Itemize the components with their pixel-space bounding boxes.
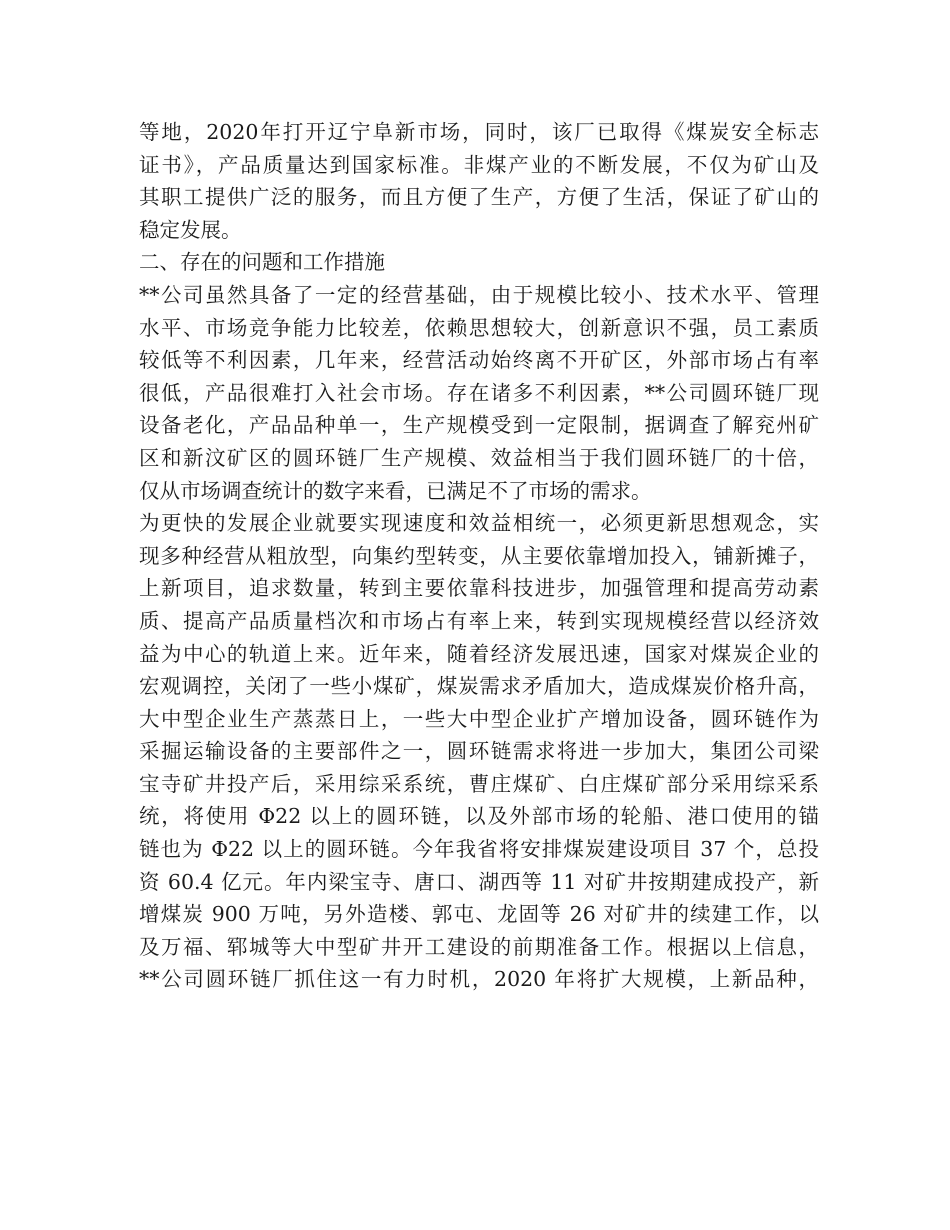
text-line: 等地，2020年打开辽宁阜新市场，同时，该厂已取得《煤炭安全标志: [139, 120, 819, 144]
text-line: 稳定发展。: [139, 217, 242, 242]
text-line: 设备老化，产品品种单一，生产规模受到一定限制，据调查了解兖州矿: [139, 413, 819, 438]
text-line: 上新项目，追求数量，转到主要依靠科技进步，加强管理和提高劳动素: [139, 576, 819, 601]
text-line: 很低，产品很难打入社会市场。存在诸多不利因素，**公司圆环链厂现: [139, 380, 819, 405]
text-line: 宝寺矿井投产后，采用综采系统，曹庄煤矿、白庄煤矿部分采用综采系: [139, 771, 819, 796]
text-line: 益为中心的轨道上来。近年来，随着经济发展迅速，国家对煤炭企业的: [139, 641, 819, 666]
text-line: 采掘运输设备的主要部件之一，圆环链需求将进一步加大，集团公司梁: [139, 739, 819, 764]
text-line: 质、提高产品质量档次和市场占有率上来，转到实现规模经营以经济效: [139, 608, 819, 633]
text-line: 资 60.4 亿元。年内梁宝寺、唐口、湖西等 11 对矿井按期建成投产，新: [139, 869, 819, 894]
text-line: 及万福、郓城等大中型矿井开工建设的前期准备工作。根据以上信息，: [139, 934, 819, 959]
text-line: **公司圆环链厂抓住这一有力时机，2020 年将扩大规模，上新品种，: [139, 967, 819, 992]
text-line: 宏观调控，关闭了一些小煤矿，煤炭需求矛盾加大，造成煤炭价格升高，: [139, 674, 819, 699]
text-line: 增煤炭 900 万吨，另外造楼、郭屯、龙固等 26 对矿井的续建工作，以: [139, 902, 819, 927]
text-line: 统，将使用 Φ22 以上的圆环链，以及外部市场的轮船、港口使用的锚: [139, 804, 819, 829]
text-line: 水平、市场竞争能力比较差，依赖思想较大，创新意识不强，员工素质: [139, 315, 819, 340]
text-line: 为更快的发展企业就要实现速度和效益相统一，必须更新思想观念，实: [139, 511, 819, 536]
text-line: 现多种经营从粗放型，向集约型转变，从主要依靠增加投入，铺新摊子，: [139, 543, 819, 568]
body-text: [139, 116, 819, 996]
text-line: 仅从市场调查统计的数字来看，已满足不了市场的需求。: [139, 478, 652, 503]
text-line: **公司虽然具备了一定的经营基础，由于规模比较小、技术水平、管理: [139, 282, 819, 307]
section-heading: 二、存在的问题和工作措施: [139, 250, 385, 275]
text-line: 大中型企业生产蒸蒸日上，一些大中型企业扩产增加设备，圆环链作为: [139, 706, 819, 731]
text-line: 较低等不利因素，几年来，经营活动始终离不开矿区，外部市场占有率: [139, 348, 819, 373]
text-line: 其职工提供广泛的服务，而且方便了生产，方便了生活，保证了矿山的: [139, 185, 819, 210]
text-line: 链也为 Φ22 以上的圆环链。今年我省将安排煤炭建设项目 37 个，总投: [139, 837, 819, 862]
text-line: 证书》，产品质量达到国家标准。非煤产业的不断发展，不仅为矿山及: [139, 152, 819, 177]
text-line: 区和新汶矿区的圆环链厂生产规模、效益相当于我们圆环链厂的十倍，: [139, 445, 819, 470]
